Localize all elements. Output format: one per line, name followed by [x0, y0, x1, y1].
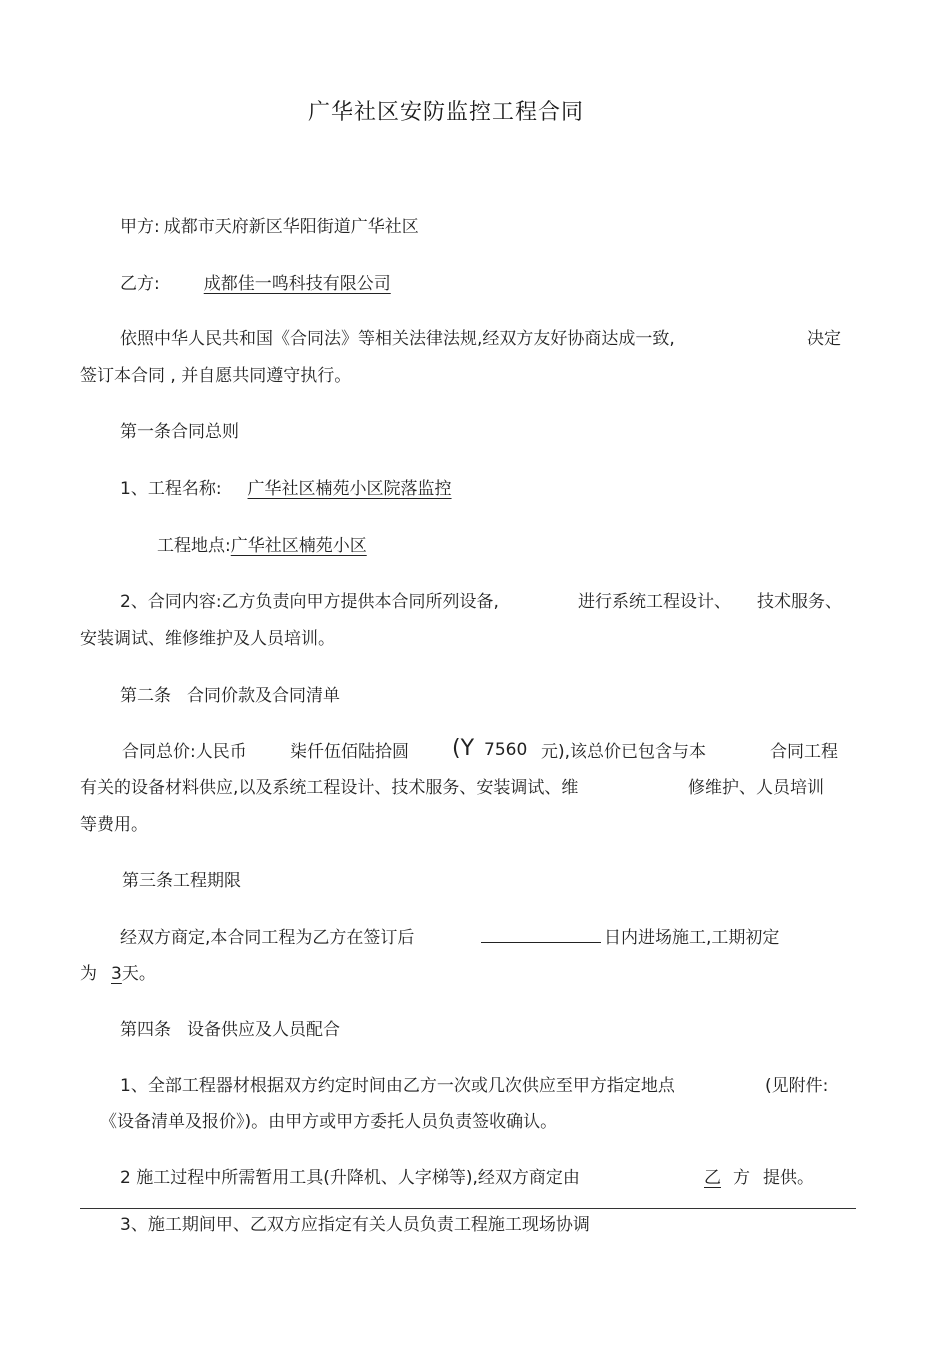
- price-paren: (Y: [452, 736, 475, 761]
- article-4-heading: [120, 1019, 340, 1041]
- price-line-3: 等费用。: [80, 815, 148, 835]
- project-location-label: 工程地点:: [157, 536, 231, 556]
- price-line-2b: 修维护、人员培训: [688, 778, 824, 798]
- preamble-line-1b: 决定: [807, 329, 841, 349]
- price-figure: [452, 738, 527, 761]
- contract-content-a: 2、合同内容:乙方负责向甲方提供本合同所列设备,: [120, 592, 499, 612]
- price-words: 柒仟伍佰陆拾圆: [290, 742, 409, 762]
- supply-item-1b: (见附件:: [765, 1076, 829, 1096]
- article-4-heading-num: 第四条: [120, 1020, 171, 1040]
- page-divider: [80, 1208, 856, 1209]
- party-a-value: 成都市天府新区华阳街道广华社区: [163, 217, 419, 237]
- supply-item-2a: 2 施工过程中所需暂用工具(升降机、人字梯等),经双方商定由: [120, 1168, 580, 1188]
- contract-content-c: 技术服务、: [757, 592, 842, 612]
- price-line-2a: 有关的设备材料供应,以及系统工程设计、技术服务、安装调试、维: [80, 778, 579, 798]
- article-1-heading: 第一条合同总则: [120, 422, 239, 442]
- party-a: [120, 216, 419, 238]
- article-2-heading-text: 合同价款及合同清单: [187, 686, 340, 706]
- supply-item-2-party: [704, 1167, 721, 1189]
- supply-item-1a: 1、全部工程器材根据双方约定时间由乙方一次或几次供应至甲方指定地点: [120, 1076, 675, 1096]
- period-line-2b: 天。: [121, 964, 156, 984]
- supply-item-1-line-2: 《设备清单及报价》)。由甲方或甲方委托人员负责签收确认。: [100, 1112, 558, 1132]
- period-days: 3: [111, 964, 122, 984]
- party-a-label: 甲方:: [120, 217, 160, 237]
- supply-item-3: 3、施工期间甲、乙双方应指定有关人员负责工程施工现场协调: [120, 1215, 590, 1235]
- price-number: 7560: [484, 740, 528, 760]
- project-name: [120, 478, 464, 500]
- contract-content-line-2: 安装调试、维修维护及人员培训。: [80, 629, 335, 649]
- contract-content-b: 进行系统工程设计、: [578, 592, 731, 612]
- preamble-line-2: 签订本合同 , 并自愿共同遵守执行。: [80, 366, 352, 386]
- project-name-value: 广华社区楠苑小区院落监控: [247, 479, 452, 499]
- party-b-label: 乙方:: [120, 274, 160, 294]
- period-line-2a: 为: [80, 964, 97, 984]
- price-d: 合同工程: [770, 742, 838, 762]
- project-location: [157, 535, 379, 557]
- article-4-heading-text: 设备供应及人员配合: [187, 1020, 340, 1040]
- period-line-2: [80, 963, 156, 985]
- period-blank: [481, 927, 601, 949]
- project-location-value: 广华社区楠苑小区: [230, 536, 367, 556]
- preamble-line-1a: 依照中华人民共和国《合同法》等相关法律法规,经双方友好协商达成一致,: [120, 329, 675, 349]
- price-a: 合同总价:人民币: [122, 742, 247, 762]
- supply-party-value: 乙: [704, 1168, 721, 1188]
- period-text-b: 日内进场施工,工期初定: [604, 928, 780, 948]
- supply-item-2b: 方: [733, 1168, 750, 1188]
- article-2-heading: [120, 685, 340, 707]
- supply-item-2c: 提供。: [763, 1168, 814, 1188]
- period-text-a: 经双方商定,本合同工程为乙方在签订后: [120, 928, 415, 948]
- article-2-heading-num: 第二条: [120, 686, 171, 706]
- document-title: 广华社区安防监控工程合同: [308, 100, 585, 125]
- price-c: 元),该总价已包含与本: [541, 742, 707, 762]
- party-b-value: 成都佳一鸣科技有限公司: [203, 274, 391, 294]
- project-name-label: 1、工程名称:: [120, 479, 222, 499]
- party-b: [120, 273, 403, 295]
- blank-field: [481, 928, 601, 943]
- article-3-heading: 第三条工程期限: [122, 871, 241, 891]
